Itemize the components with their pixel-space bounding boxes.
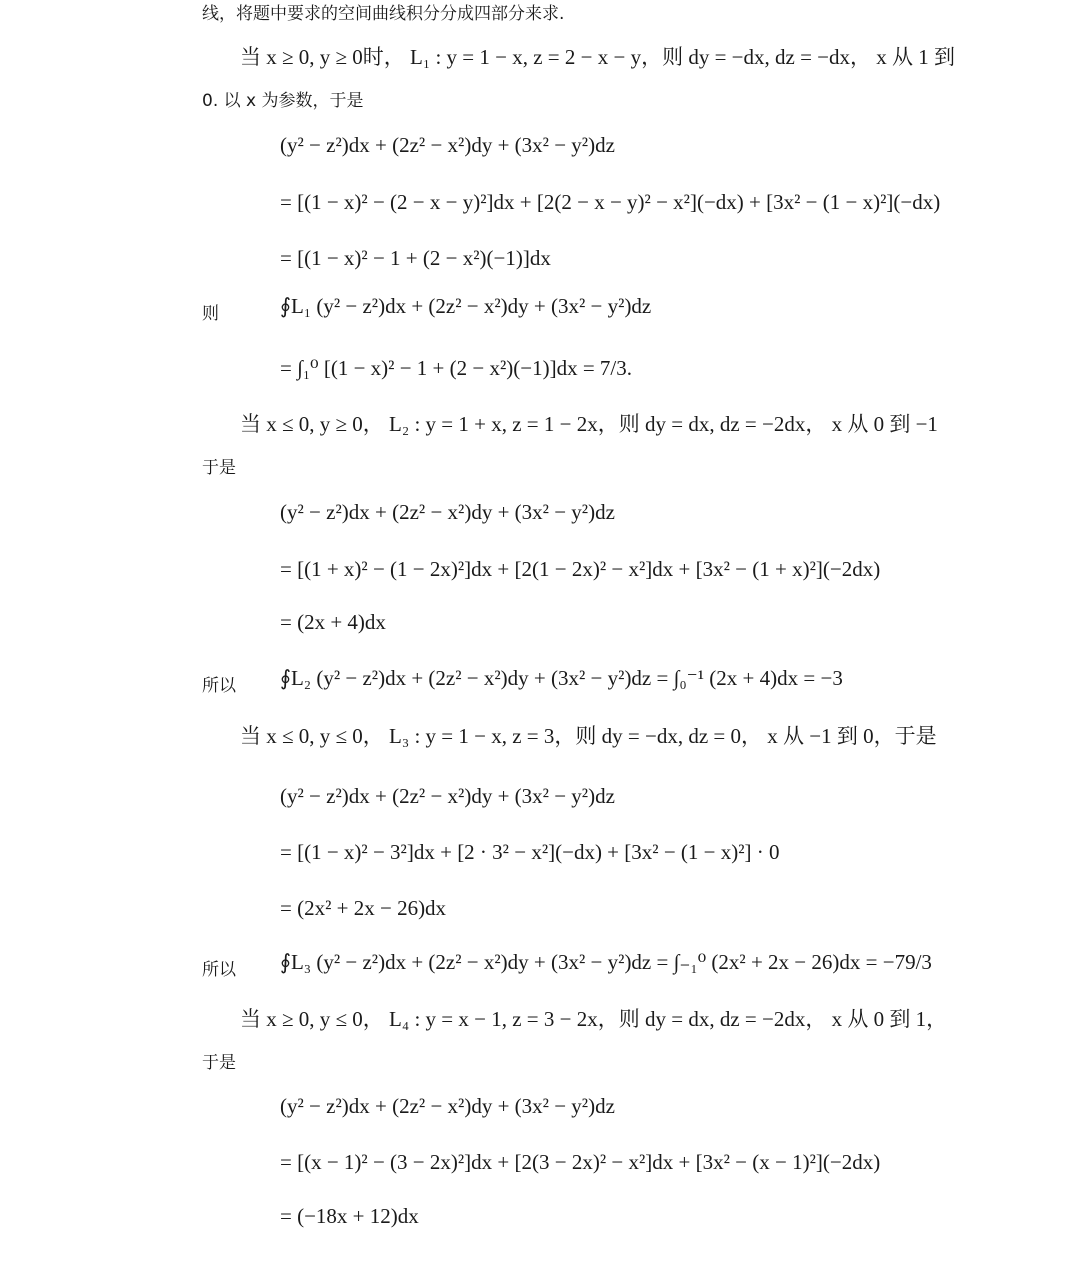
equation-9: ∮L₂ (y² − z²)dx + (2z² − x²)dy + (3x² − y²)dz = ∫₀⁻¹ (2x + 4)dx = −3 [280, 666, 843, 690]
text-line-3: 0. 以 x 为参数，于是 [202, 91, 364, 111]
text-line-4: 当 x ≤ 0, y ≥ 0， L₂ : y = 1 + x, z = 1 − 2x，则 dy = dx, dz = −2dx， x 从 0 到 −1 [240, 412, 938, 436]
equation-15: = [(x − 1)² − (3 − 2x)²]dx + [2(3 − 2x)² − x²]dx + [3x² − (x − 1)²](−2dx) [280, 1150, 881, 1174]
equation-1: (y² − z²)dx + (2z² − x²)dy + (3x² − y²)dz [280, 133, 615, 157]
label-so-1: 所以 [202, 676, 236, 696]
equation-5: = ∫₁⁰ [(1 − x)² − 1 + (2 − x²)(−1)]dx = 7/3. [280, 356, 633, 380]
label-so-2: 所以 [202, 960, 236, 980]
equation-11: = [(1 − x)² − 3²]dx + [2 · 3² − x²](−dx) + [3x² − (1 − x)²] · 0 [280, 840, 780, 864]
equation-12: = (2x² + 2x − 26)dx [280, 896, 447, 920]
equation-3: = [(1 − x)² − 1 + (2 − x²)(−1)]dx [280, 246, 551, 270]
equation-10: (y² − z²)dx + (2z² − x²)dy + (3x² − y²)dz [280, 784, 615, 808]
text-line-7: 当 x ≥ 0, y ≤ 0， L₄ : y = x − 1, z = 3 − 2x，则 dy = dx, dz = −2dx， x 从 0 到 1， [240, 1007, 948, 1031]
equation-14: (y² − z²)dx + (2z² − x²)dy + (3x² − y²)dz [280, 1094, 615, 1118]
equation-2: = [(1 − x)² − (2 − x − y)²]dx + [2(2 − x − y)² − x²](−dx) + [3x² − (1 − x)²](−dx) [280, 190, 941, 214]
equation-16: = (−18x + 12)dx [280, 1204, 419, 1228]
equation-4: ∮L₁ (y² − z²)dx + (2z² − x²)dy + (3x² − y²)dz [280, 294, 652, 318]
equation-7: = [(1 + x)² − (1 − 2x)²]dx + [2(1 − 2x)² − x²]dx + [3x² − (1 + x)²](−2dx) [280, 557, 881, 581]
text-line-1: 线，将题中要求的空间曲线积分分成四部分来求. [202, 4, 565, 24]
text-line-2: 当 x ≥ 0, y ≥ 0时， L₁ : y = 1 − x, z = 2 − x − y，则 dy = −dx, dz = −dx， x 从 1 到 [240, 45, 956, 69]
text-line-8: 于是 [202, 1053, 236, 1073]
equation-13: ∮L₃ (y² − z²)dx + (2z² − x²)dy + (3x² − y²)dz = ∫₋₁⁰ (2x² + 2x − 26)dx = −79/3 [280, 950, 932, 974]
equation-8: = (2x + 4)dx [280, 610, 386, 634]
label-then: 则 [202, 304, 219, 324]
equation-6: (y² − z²)dx + (2z² − x²)dy + (3x² − y²)dz [280, 500, 615, 524]
text-line-6: 当 x ≤ 0, y ≤ 0， L₃ : y = 1 − x, z = 3，则 dy = −dx, dz = 0， x 从 −1 到 0，于是 [240, 724, 937, 748]
text-line-5: 于是 [202, 458, 236, 478]
